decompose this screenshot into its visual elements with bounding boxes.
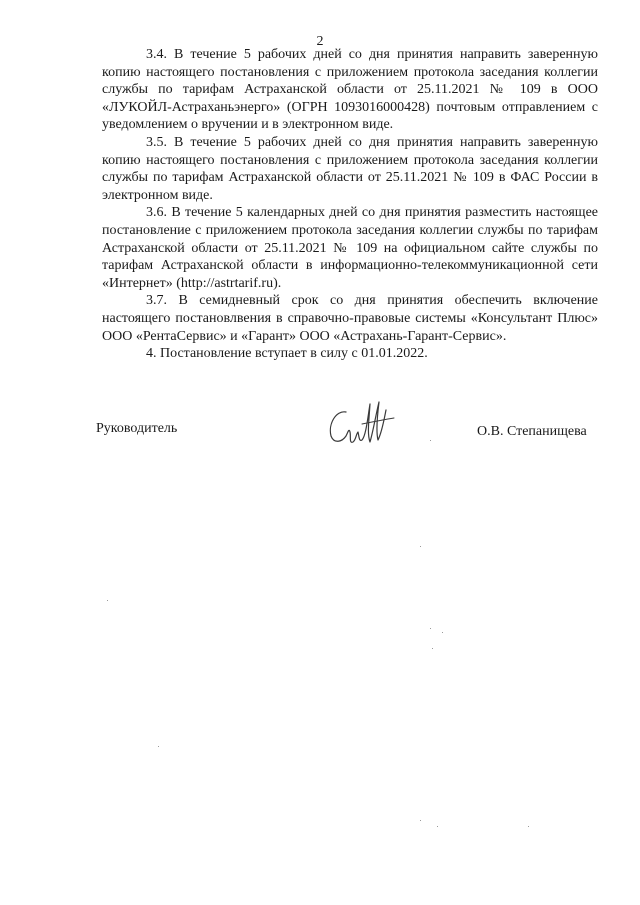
signatory-name: О.В. Степанищева: [477, 424, 587, 439]
page-number: 2: [316, 34, 324, 49]
paragraph-3-7: 3.7. В семидневный срок со дня принятия обеспечить включение настоящего постановлвения в справочно-правовые системы «Консультант Плюс» ООО «РентаСервис» и «Гарант» ООО «Астрахань-Гарант-Сервис».: [102, 293, 598, 344]
paragraph-3-4: 3.4. В течение 5 рабочих дней со дня принятия направить заверенную копию настоящего постановления с приложением протокола заседания коллегии службы по тарифам Астраханской области от 25.11.2021 № 109 в ООО «ЛУКОЙЛ-Астраханьэнерго» (ОГРН 1093016000428) почтовым отправлением с уведомлением о вручении и в электронном виде.: [102, 47, 598, 133]
paragraph-3-6: 3.6. В течение 5 календарных дней со дня принятия разместить настоящее постановление с приложением протокола заседания коллегии службы по тарифам Астраханской области от 25.11.2021 № 109 на официальном сайте службы по тарифам Астраханской области в информационно-телекоммуникационной сети «Интернет» (http://astrtarif.ru).: [102, 205, 598, 291]
document-body: [102, 46, 598, 363]
paragraph-3-5: 3.5. В течение 5 рабочих дней со дня принятия направить заверенную копию настоящего постановления с приложением протокола заседания коллегии службы по тарифам Астраханской области от 25.11.2021 № 109 в ФАС России в электронном виде.: [102, 134, 598, 203]
handwritten-signature: [322, 398, 402, 458]
signature-position-label: Руководитель: [96, 421, 178, 436]
paragraph-4: 4. Постановление вступает в силу с 01.01.2022.: [146, 346, 428, 362]
